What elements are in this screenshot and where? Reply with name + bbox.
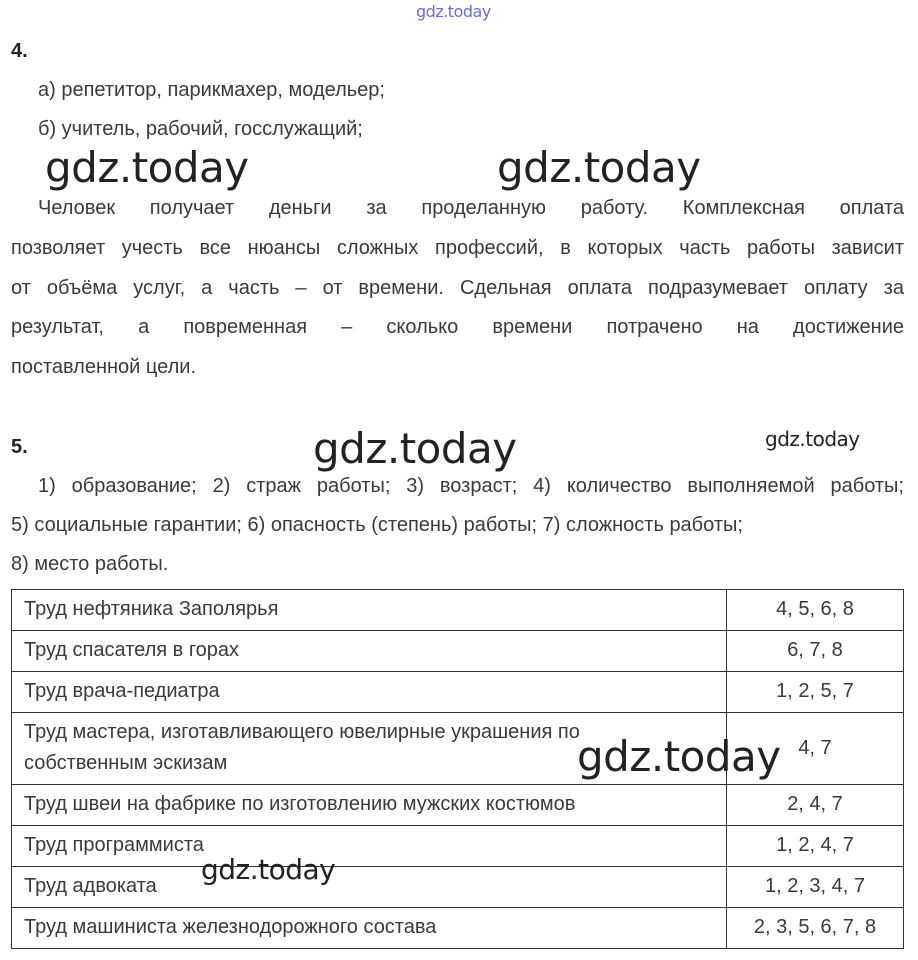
task-5-number: 5. [11, 436, 28, 458]
watermark: gdz.today [497, 143, 701, 192]
table-row [12, 672, 904, 713]
job-cell: Труд швеи на фабрике по изготовлению мужских костюмов [12, 785, 727, 826]
task-4-paragraph-line-2: позволяет учесть все нюансы сложных профессий, в которых часть работы зависит [11, 237, 904, 259]
factors-cell: 1, 2, 4, 7 [727, 826, 904, 867]
task-4-paragraph-line-5: поставленной цели. [11, 356, 196, 378]
factors-cell: 4, 5, 6, 8 [727, 590, 904, 631]
watermark-top: gdz.today [416, 2, 491, 21]
task-4-number: 4. [11, 40, 28, 62]
task-5-list-line-1: 1) образование; 2) страж работы; 3) возраст; 4) количество выполняемой работы; [38, 475, 904, 497]
table-row [12, 826, 904, 867]
table-row [12, 785, 904, 826]
factors-cell: 2, 4, 7 [727, 785, 904, 826]
watermark: gdz.today [45, 143, 249, 192]
table-row [12, 631, 904, 672]
factors-cell: 4, 7 [727, 713, 904, 785]
job-cell-line-1: Труд мастера, изготавливающего ювелирные украшения по [24, 721, 580, 743]
factors-cell: 2, 3, 5, 6, 7, 8 [727, 908, 904, 949]
factors-cell: 1, 2, 3, 4, 7 [727, 867, 904, 908]
table-row [12, 867, 904, 908]
job-cell: Труд программиста [12, 826, 727, 867]
task-4-answer-b: б) учитель, рабочий, госслужащий; [38, 118, 363, 140]
task-5-list-line-2: 5) социальные гарантии; 6) опасность (степень) работы; 7) сложность работы; [11, 514, 743, 536]
job-cell-line-2: собственным эскизам [24, 752, 228, 774]
watermark: gdz.today [201, 853, 336, 886]
task-4-paragraph-line-4: результат, а повременная – сколько времени потрачено на достижение [11, 316, 904, 338]
job-cell: Труд адвоката [12, 867, 727, 908]
watermark: gdz.today [313, 424, 517, 473]
table-row [12, 590, 904, 631]
table-row [12, 908, 904, 949]
task-4-answer-a: а) репетитор, парикмахер, модельер; [38, 79, 385, 101]
job-cell: Труд врача-педиатра [12, 672, 727, 713]
job-cell: Труд спасателя в горах [12, 631, 727, 672]
factors-cell: 6, 7, 8 [727, 631, 904, 672]
task-4-paragraph-line-3: от объёма услуг, а часть – от времени. Сдельная оплата подразумевает оплату за [11, 277, 904, 299]
watermark: gdz.today [577, 732, 781, 781]
job-cell: Труд машиниста железнодорожного состава [12, 908, 727, 949]
task-4-paragraph-line-1: Человек получает деньги за проделанную работу. Комплексная оплата [38, 197, 904, 219]
factors-cell: 1, 2, 5, 7 [727, 672, 904, 713]
watermark: gdz.today [765, 427, 860, 451]
job-cell: Труд нефтяника Заполярья [12, 590, 727, 631]
task-5-list-line-3: 8) место работы. [11, 553, 169, 575]
